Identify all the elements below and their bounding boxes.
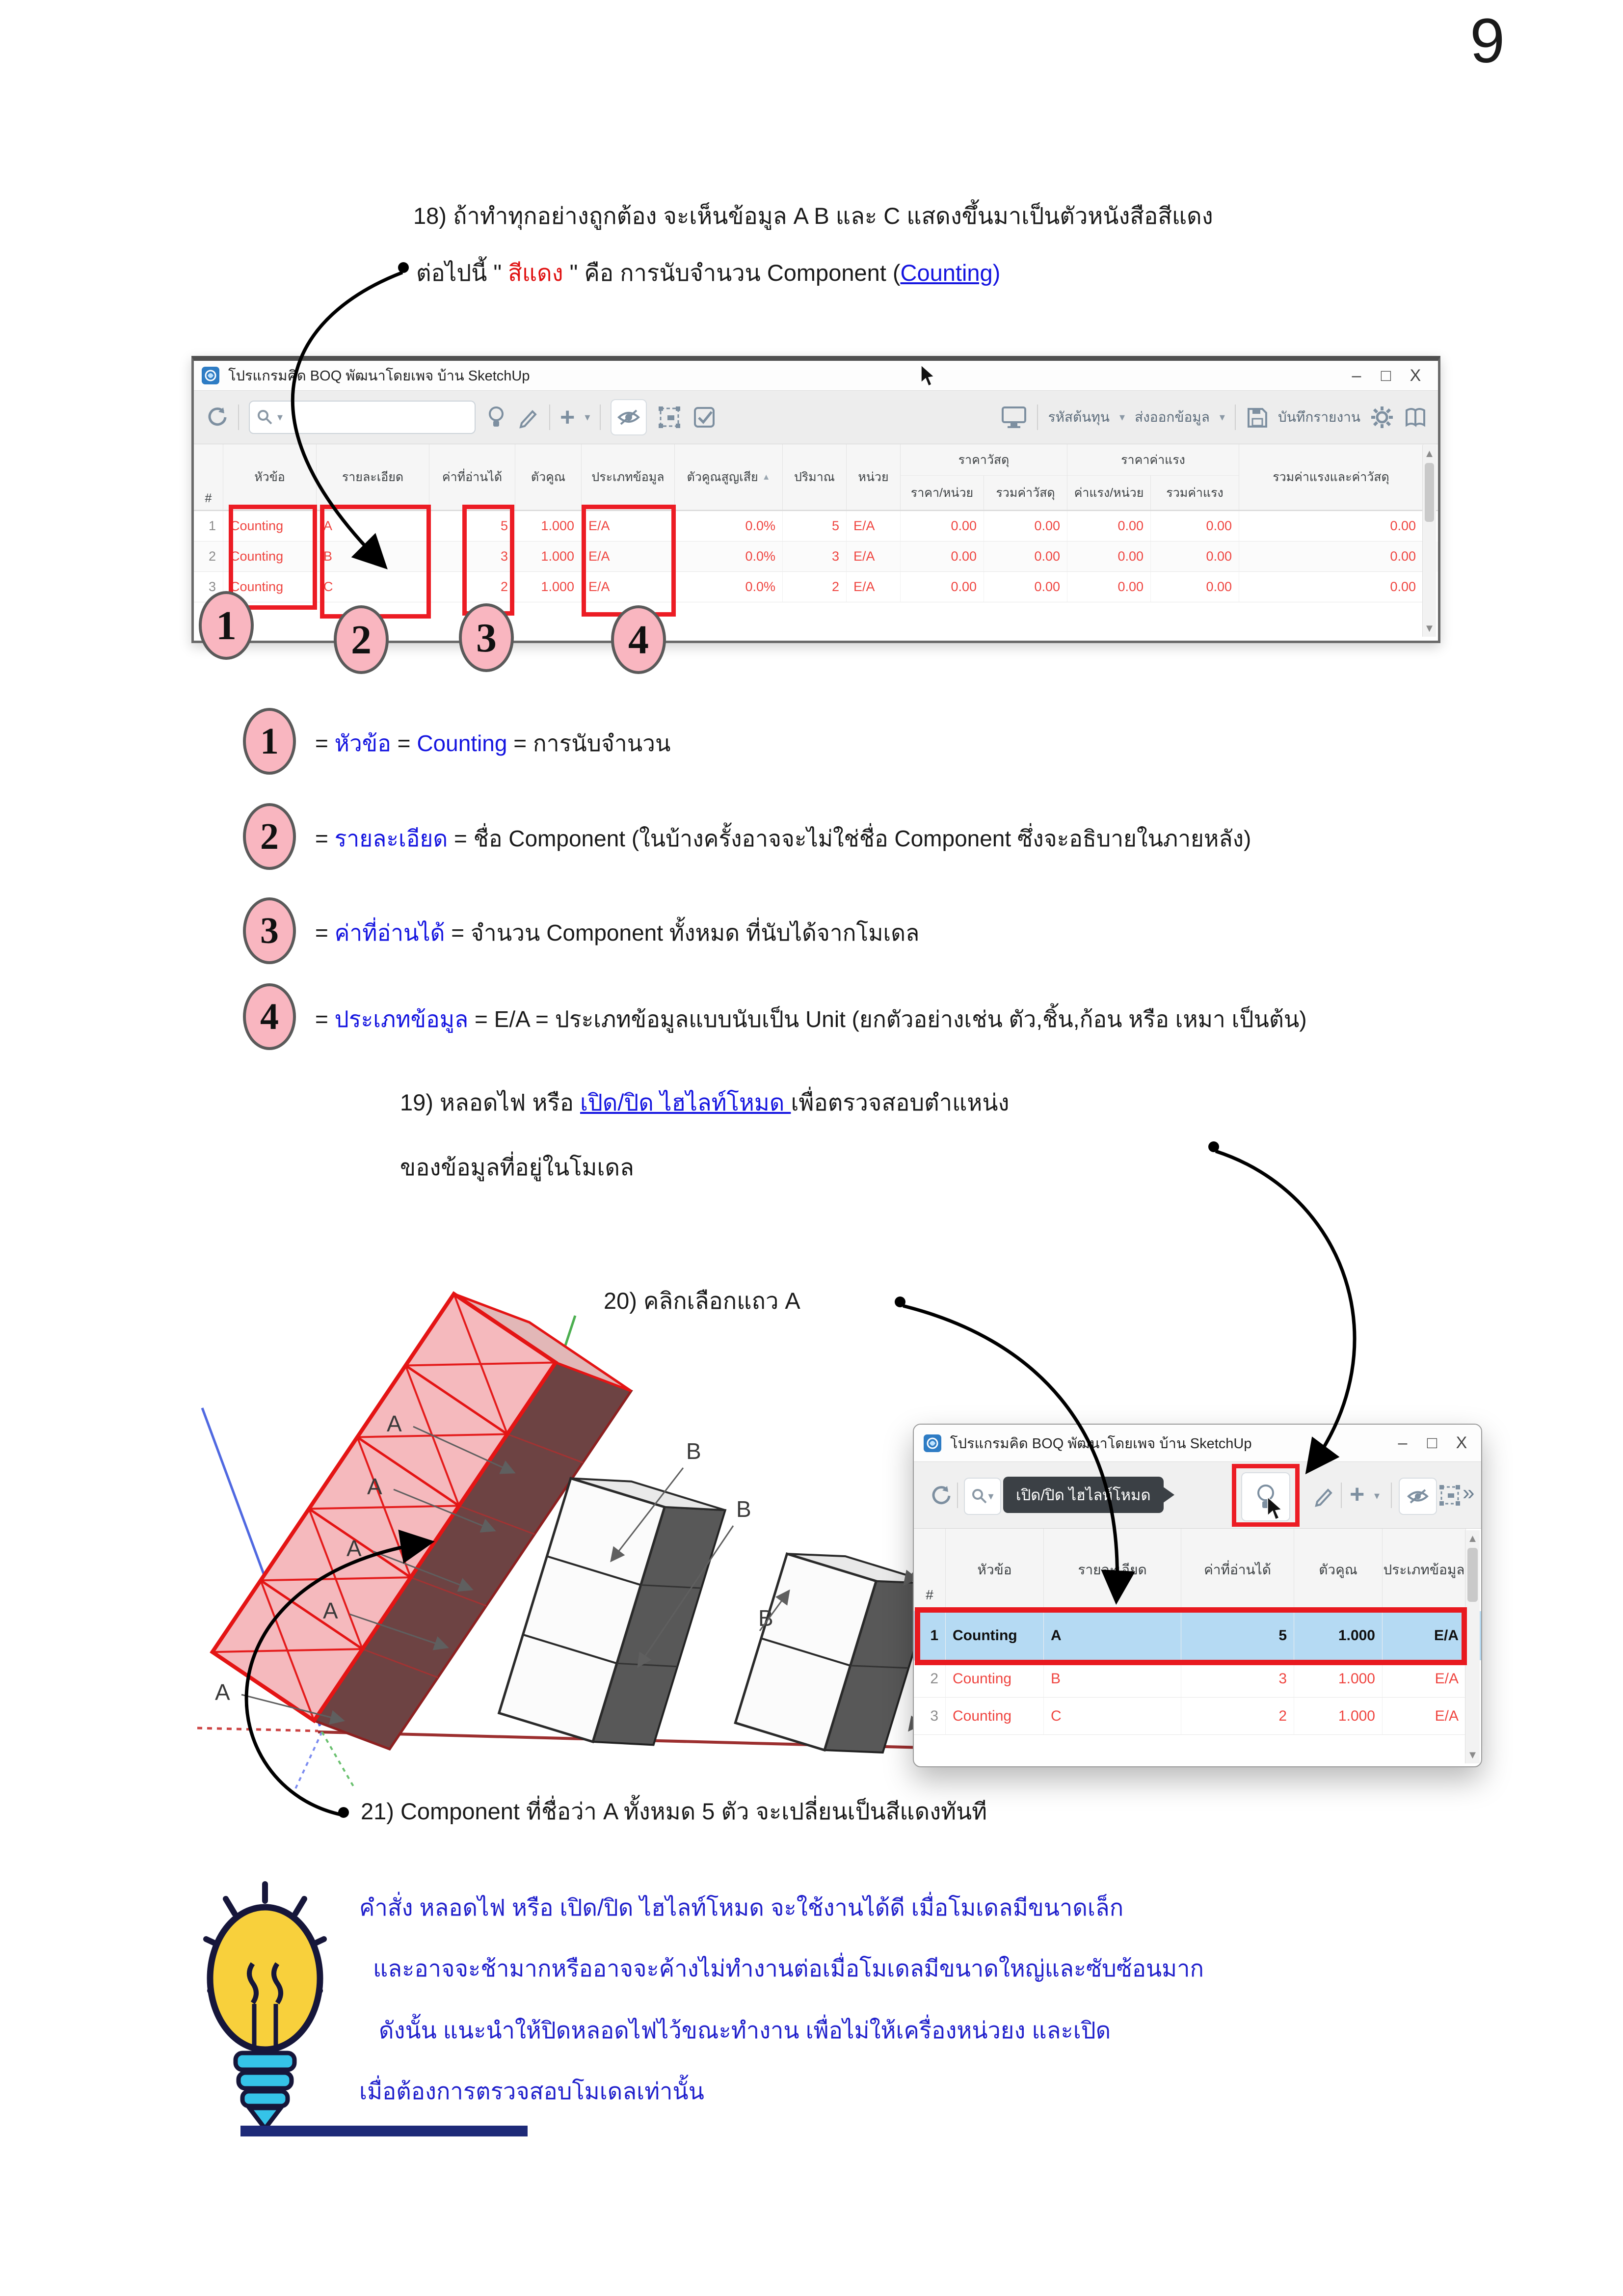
cell-unit: E/A	[847, 541, 901, 572]
toolbar-divider	[1341, 1483, 1342, 1508]
step18-line1: 18) ถ้าทำทุกอย่างถูกต้อง จะเห็นข้อมูล A B และ C แสดงขึ้นมาเป็นตัวหนังสือสีแดง	[413, 203, 1213, 229]
label-b-2: B	[736, 1496, 751, 1522]
cell-topic: Counting	[223, 572, 317, 602]
minimize-button[interactable]: –	[1398, 1433, 1408, 1452]
cell-topic: Counting	[223, 541, 317, 572]
cell-mat-unit: 0.00	[901, 511, 984, 541]
window2-scrollbar[interactable]	[1465, 1530, 1480, 1763]
save-report-button[interactable]: บันทึกรายงาน	[1277, 409, 1360, 425]
minimize-button[interactable]: –	[1352, 366, 1361, 385]
cell-detail: B	[1044, 1660, 1181, 1698]
cell-qty: 3	[783, 541, 847, 572]
window2-titlebar[interactable]	[914, 1425, 1481, 1461]
search-box[interactable]	[249, 401, 476, 434]
col-header-qty[interactable]: ปริมาณ	[783, 444, 847, 510]
step18-red-word: สีแดง	[508, 260, 563, 286]
boq-window-2	[913, 1424, 1482, 1767]
step19-line2: ของข้อมูลที่อยู่ในโมเดล	[400, 1154, 634, 1180]
cell-grand: 0.00	[1239, 511, 1423, 541]
sub-header-mat-unit[interactable]: ราคา/หน่วย	[901, 476, 984, 510]
toolbar-divider	[1037, 405, 1038, 430]
annotation-box-type	[582, 505, 676, 617]
highlight-mode-link[interactable]: เปิด/ปิด ไฮไลท์โหมด	[580, 1089, 791, 1115]
search-caret-icon: ▾	[988, 1490, 994, 1502]
cell-index: 2	[914, 1660, 946, 1698]
legend-item-1: = หัวข้อ = Counting = การนับจำนวน	[315, 730, 671, 756]
scrollbar-thumb[interactable]	[1425, 463, 1434, 522]
sub-header-labor-unit[interactable]: ค่าแรง/หน่วย	[1067, 476, 1151, 510]
window1-titlebar[interactable]	[194, 361, 1438, 390]
sub-header-labor-total[interactable]: รวมค่าแรง	[1151, 476, 1239, 510]
legend-term-2: รายละเอียด	[334, 826, 448, 851]
col-header-value[interactable]: ค่าที่อ่านได้	[1181, 1529, 1294, 1611]
sort-asc-icon: ▲	[762, 472, 771, 482]
search-icon	[257, 409, 273, 426]
col-header-detail[interactable]: รายละเอียด	[317, 444, 429, 510]
cell-type: E/A	[582, 572, 675, 602]
cell-labor-total: 0.00	[1151, 572, 1239, 602]
cell-mat-unit: 0.00	[901, 541, 984, 572]
cell-value: 2	[1181, 1698, 1294, 1735]
report-book-icon[interactable]	[1404, 406, 1427, 428]
col-header-multiplier[interactable]: ตัวคูณ	[515, 444, 582, 510]
highlight-lightbulb-icon[interactable]	[485, 405, 507, 430]
counting-link[interactable]: Counting	[900, 260, 993, 286]
marker-3: 3	[459, 603, 514, 672]
label-a-4: A	[323, 1598, 338, 1623]
highlight-mode-tooltip: เปิด/ปิด ไฮไลท์โหมด	[1003, 1477, 1164, 1513]
annotation-box-selected-row	[915, 1607, 1467, 1665]
cell-mat-total: 0.00	[984, 572, 1067, 602]
cell-grand: 0.00	[1239, 541, 1423, 572]
col-header-multiplier[interactable]: ตัวคูณ	[1294, 1529, 1383, 1611]
search-icon	[971, 1488, 988, 1505]
cell-multiplier: 1.000	[515, 572, 582, 602]
tip-line-4: เมื่อต้องการตรวจสอบโมเดลเท่านั้น	[359, 2078, 704, 2104]
legend-marker-2: 2	[243, 803, 296, 870]
cell-detail: B	[317, 541, 429, 572]
label-b-3: B	[758, 1605, 773, 1631]
cell-waste: 0.0%	[675, 572, 783, 602]
tip-line-2: และอาจจะช้ามากหรืออาจจะค้างไม่ทำงานต่อเมื่อโมเดลมีขนาดใหญ่และซับซ้อนมาก	[373, 1955, 1204, 1981]
col-header-type[interactable]: ประเภทข้อมูล	[582, 444, 675, 510]
tip-line-3: ดังนั้น แนะนำให้ปิดหลอดไฟไว้ขณะทำงาน เพื่อไม่ให้เครื่องหน่วยง และเปิด	[379, 2017, 1111, 2043]
legend-item-2: = รายละเอียด = ชื่อ Component (ในบ้างครั้งอาจจะไม่ใช่ชื่อ Component ซึ่งจะอธิบายในภายหลัง)	[315, 826, 1251, 851]
legend-marker-3: 3	[243, 897, 296, 964]
cell-waste: 0.0%	[675, 541, 783, 572]
cell-multiplier: 1.000	[515, 541, 582, 572]
cell-value: 3	[429, 541, 515, 572]
cell-type: E/A	[1383, 1660, 1466, 1698]
cell-topic: Counting	[946, 1611, 1044, 1661]
col-header-detail[interactable]: รายละเอียด	[1044, 1529, 1181, 1611]
step18-line2-suffix: )	[992, 260, 1001, 286]
label-a-2: A	[367, 1474, 382, 1499]
cell-value: 5	[1181, 1611, 1294, 1661]
save-floppy-icon[interactable]	[1246, 406, 1268, 429]
cell-labor-total: 0.00	[1151, 541, 1239, 572]
cell-mat-unit: 0.00	[901, 572, 984, 602]
cell-detail: A	[1044, 1611, 1181, 1661]
eye-slash-icon	[617, 407, 640, 427]
marquee-select-icon[interactable]	[657, 405, 682, 430]
toolbar-divider	[600, 405, 601, 430]
cell-multiplier: 1.000	[1294, 1660, 1383, 1698]
group-header-material[interactable]: ราคาวัสดุ	[901, 444, 1067, 476]
white-stack-b2	[735, 1540, 934, 1766]
legend-item-3: = ค่าที่อ่านได้ = จำนวน Component ทั้งหมด ที่นับได้จากโมเดล	[315, 920, 920, 945]
more-tools-icon[interactable]: »	[1463, 1481, 1475, 1505]
legend-term-1: หัวข้อ	[334, 730, 391, 756]
search-button[interactable]	[964, 1478, 1001, 1515]
col-header-topic[interactable]: หัวข้อ	[223, 444, 317, 510]
col-header-type[interactable]: ประเภทข้อมูล	[1383, 1529, 1466, 1611]
mouse-cursor-icon	[1267, 1497, 1284, 1521]
tip-line-1: คำสั่ง หลอดไฟ หรือ เปิด/ปิด ไฮไลท์โหมด จะใช้งานได้ดี เมื่อโมเดลมีขนาดเล็ก	[359, 1894, 1124, 1920]
cell-qty: 5	[783, 511, 847, 541]
add-row-icon[interactable]: +	[560, 403, 575, 432]
sub-header-mat-total[interactable]: รวมค่าวัสดุ	[984, 476, 1067, 510]
mouse-cursor-icon	[920, 365, 937, 387]
scroll-down-icon[interactable]: ▼	[1467, 1749, 1478, 1761]
col-header-total[interactable]: รวมค่าแรงและค่าวัสดุ	[1239, 444, 1423, 510]
col-header-unit[interactable]: หน่วย	[847, 444, 901, 510]
window2-toolbar	[914, 1461, 1481, 1529]
annotation-box-topic	[229, 505, 317, 610]
window1-scrollbar[interactable]	[1422, 445, 1436, 637]
col-header-waste[interactable]: ตัวคูณสูญเสีย ▲	[675, 444, 783, 510]
visibility-toggle-button[interactable]	[611, 399, 647, 435]
group-header-labor[interactable]: ราคาค่าแรง	[1067, 444, 1239, 476]
cell-detail: A	[317, 511, 429, 541]
window1-title: โปรแกรมคิด BOQ พัฒนาโดยเพจ บ้าน SketchUp	[228, 368, 530, 384]
legend-term-3: ค่าที่อ่านได้	[334, 920, 445, 945]
table-row[interactable]	[914, 1660, 1481, 1698]
cell-value: 2	[429, 572, 515, 602]
refresh-icon[interactable]	[929, 1484, 952, 1508]
cell-waste: 0.0%	[675, 511, 783, 541]
scroll-up-icon[interactable]: ▲	[1467, 1532, 1478, 1544]
visibility-toggle-button[interactable]	[1399, 1478, 1437, 1515]
cell-type: E/A	[1383, 1698, 1466, 1735]
checkbox-icon[interactable]	[692, 405, 717, 430]
cell-type: E/A	[1383, 1611, 1466, 1661]
col-header-index[interactable]: #	[914, 1529, 946, 1611]
cell-index: 1	[914, 1611, 946, 1661]
marquee-select-icon[interactable]	[1438, 1484, 1462, 1507]
edit-pencil-icon[interactable]	[1312, 1484, 1335, 1508]
label-a-1: A	[387, 1411, 402, 1436]
toolbar-divider	[238, 405, 239, 430]
step20-text: 20) คลิกเลือกแถว A	[604, 1288, 800, 1314]
cell-labor-total: 0.00	[1151, 511, 1239, 541]
legend-marker-4: 4	[243, 983, 296, 1050]
legend-item-4: = ประเภทข้อมูล = E/A = ประเภทข้อมูลแบบนับเป็น Unit (ยกตัวอย่างเช่น ตัว,ชิ้น,ก้อน หรือ เหมา เป็นต้น)	[315, 1006, 1307, 1032]
search-input[interactable]	[287, 409, 468, 426]
annotation-box-detail	[320, 505, 431, 619]
cell-value: 5	[429, 511, 515, 541]
cell-unit: E/A	[847, 572, 901, 602]
close-button[interactable]: X	[1456, 1433, 1467, 1452]
scrollbar-thumb[interactable]	[1467, 1548, 1477, 1602]
marker-2: 2	[334, 605, 389, 674]
cell-mat-total: 0.00	[984, 541, 1067, 572]
step19-line1: 19) หลอดไฟ หรือ เปิด/ปิด ไฮไลท์โหมด เพื่อตรวจสอบตำแหน่ง	[400, 1089, 1010, 1115]
cell-qty: 2	[783, 572, 847, 602]
annotation-box-value	[462, 505, 514, 616]
cell-index: 3	[914, 1698, 946, 1735]
cell-labor-unit: 0.00	[1067, 541, 1151, 572]
add-row-icon[interactable]: +	[1350, 1480, 1365, 1509]
label-a-5: A	[215, 1679, 230, 1705]
red-axis-dotted	[197, 1728, 318, 1731]
search-caret-icon: ▾	[277, 411, 283, 423]
maximize-button[interactable]: □	[1381, 366, 1391, 385]
col-header-topic[interactable]: หัวข้อ	[946, 1529, 1044, 1611]
marker-1: 1	[199, 591, 254, 660]
cell-unit: E/A	[847, 511, 901, 541]
toolbar-divider	[1235, 405, 1236, 430]
toolbar-divider	[549, 405, 550, 430]
legend-marker-1: 1	[243, 708, 296, 775]
cell-index: 1	[194, 511, 223, 541]
col-header-index[interactable]: #	[194, 444, 223, 510]
window1-toolbar	[194, 390, 1438, 444]
refresh-icon[interactable]	[205, 405, 228, 429]
table-row[interactable]	[914, 1698, 1481, 1735]
cell-topic: Counting	[946, 1660, 1044, 1698]
cost-code-caret-icon[interactable]: ▾	[1119, 411, 1125, 423]
cell-detail: C	[1044, 1698, 1181, 1735]
cell-type: E/A	[582, 511, 675, 541]
cell-grand: 0.00	[1239, 572, 1423, 602]
cell-multiplier: 1.000	[1294, 1698, 1383, 1735]
eye-slash-icon	[1407, 1487, 1429, 1506]
close-button[interactable]: X	[1410, 366, 1421, 385]
blue-guide-dotted	[294, 1732, 322, 1791]
cell-type: E/A	[582, 541, 675, 572]
cell-mat-total: 0.00	[984, 511, 1067, 541]
toolbar-divider	[1391, 1483, 1392, 1508]
app-icon	[923, 1433, 942, 1453]
green-guide-dotted	[322, 1732, 354, 1788]
cell-multiplier: 1.000	[515, 511, 582, 541]
cell-index: 3	[194, 572, 223, 602]
cell-index: 2	[194, 541, 223, 572]
cell-value: 3	[1181, 1660, 1294, 1698]
export-dropdown[interactable]: ส่งออกข้อมูล	[1135, 409, 1210, 425]
monitor-icon[interactable]	[1001, 405, 1027, 429]
gear-icon[interactable]	[1370, 405, 1394, 429]
cell-detail: C	[317, 572, 429, 602]
edit-pencil-icon[interactable]	[517, 405, 539, 429]
toolbar-divider	[957, 1483, 958, 1508]
step18-line2-mid: " คือ การนับจำนวน Component (	[563, 260, 901, 286]
window2-table-header	[914, 1529, 1481, 1611]
window2-title: โปรแกรมคิด BOQ พัฒนาโดยเพจ บ้าน SketchUp	[950, 1435, 1252, 1452]
page-number: 9	[1470, 6, 1505, 76]
col-header-value[interactable]: ค่าที่อ่านได้	[429, 444, 515, 510]
cell-topic: Counting	[223, 511, 317, 541]
scroll-down-icon[interactable]: ▼	[1424, 622, 1435, 634]
cell-multiplier: 1.000	[1294, 1611, 1383, 1661]
step18-line2-prefix: ต่อไปนี้ "	[416, 260, 508, 286]
cost-code-dropdown[interactable]: รหัสต้นทุน	[1048, 409, 1110, 425]
label-a-3: A	[346, 1536, 362, 1561]
export-caret-icon[interactable]: ▾	[1219, 411, 1225, 423]
maximize-button[interactable]: □	[1427, 1433, 1437, 1452]
legend-term-4: ประเภทข้อมูล	[334, 1006, 469, 1032]
marker-4: 4	[611, 605, 666, 674]
step21-text: 21) Component ที่ชื่อว่า A ทั้งหมด 5 ตัว จะเปลี่ยนเป็นสีแดงทันที	[361, 1798, 987, 1824]
cell-labor-unit: 0.00	[1067, 511, 1151, 541]
label-b-1: B	[686, 1438, 701, 1464]
legend-term2-1: Counting	[417, 730, 507, 756]
app-icon	[201, 366, 220, 385]
cell-labor-unit: 0.00	[1067, 572, 1151, 602]
annotation-box-lightbulb	[1232, 1464, 1300, 1527]
scroll-up-icon[interactable]: ▲	[1424, 447, 1435, 459]
add-caret-icon[interactable]: ▾	[1374, 1489, 1380, 1502]
cell-topic: Counting	[946, 1698, 1044, 1735]
window1-table-header	[194, 444, 1438, 511]
add-caret-icon[interactable]: ▾	[585, 411, 590, 423]
